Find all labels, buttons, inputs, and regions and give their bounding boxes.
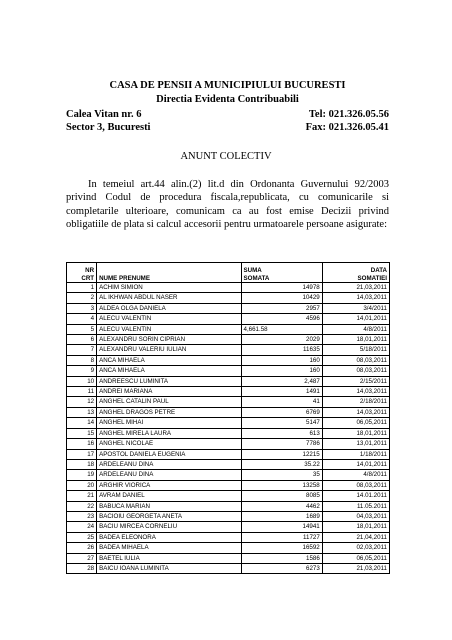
table-row <box>67 283 390 293</box>
row-name: ARDELEANU DINA <box>97 459 241 469</box>
table-row <box>67 522 390 532</box>
street-address: Calea Vitan nr. 6 <box>66 109 142 120</box>
header-somata-label: SOMATA <box>243 274 270 282</box>
row-amount: 8085 <box>241 491 322 501</box>
row-date: 4/8/2011 <box>322 470 389 480</box>
row-date: 18,01,2011 <box>322 335 389 345</box>
row-name: BACIOIU GEORGETA ANETA <box>97 511 241 521</box>
row-number: 12 <box>67 397 97 407</box>
row-date: 3/4/2011 <box>322 303 389 313</box>
header-amount <box>241 263 322 283</box>
table-body <box>67 283 390 574</box>
row-amount: 35.22 <box>241 459 322 469</box>
row-number: 17 <box>67 449 97 459</box>
row-amount: 10429 <box>241 293 322 303</box>
header-crt-label: CRT <box>81 274 95 282</box>
row-number: 19 <box>67 470 97 480</box>
row-amount: 2957 <box>241 303 322 313</box>
row-amount: 1586 <box>241 553 322 563</box>
table-header-row <box>67 263 390 283</box>
header-suma-label: SUMA <box>243 267 262 274</box>
row-name: ALDEA OLGA DANIELA <box>97 303 241 313</box>
table-row <box>67 366 390 376</box>
row-amount: 11635 <box>241 345 322 355</box>
row-amount: 13258 <box>241 480 322 490</box>
row-date: 14,01,2011 <box>322 314 389 324</box>
row-amount: 613 <box>241 428 322 438</box>
row-date: 5/18/2011 <box>322 345 389 355</box>
table-row <box>67 314 390 324</box>
row-date: 14.01.2011 <box>322 491 389 501</box>
row-name: BACIU MIRCEA CORNELIU <box>97 522 241 532</box>
row-number: 5 <box>67 324 97 334</box>
district-address: Sector 3, Bucuresti <box>66 122 151 133</box>
row-amount: 14941 <box>241 522 322 532</box>
row-number: 7 <box>67 345 97 355</box>
row-date: 18,01,2011 <box>322 522 389 532</box>
table-row <box>67 345 390 355</box>
row-amount: 14978 <box>241 283 322 293</box>
row-number: 9 <box>67 366 97 376</box>
row-name: ANGHEL DRAGOS PETRE <box>97 407 241 417</box>
row-date: 08,03,2011 <box>322 366 389 376</box>
row-number: 15 <box>67 428 97 438</box>
row-amount: 16592 <box>241 543 322 553</box>
phone-number: Tel: 021.326.05.56 <box>308 109 389 120</box>
row-name: ANGHEL MIHAI <box>97 418 241 428</box>
header-date <box>322 263 389 283</box>
row-name: ALEXANDRU SORIN CIPRIAN <box>97 335 241 345</box>
row-amount: 11727 <box>241 532 322 542</box>
row-amount: 6769 <box>241 407 322 417</box>
row-name: ANDREI MARIANA <box>97 387 241 397</box>
row-date: 1/18/2011 <box>322 449 389 459</box>
row-amount: 2029 <box>241 335 322 345</box>
row-date: 08,03,2011 <box>322 480 389 490</box>
row-number: 14 <box>67 418 97 428</box>
row-date: 14,03,2011 <box>322 407 389 417</box>
row-date: 18,01,2011 <box>322 428 389 438</box>
row-date: 13,01,2011 <box>322 439 389 449</box>
table-row <box>67 407 390 417</box>
row-number: 27 <box>67 553 97 563</box>
row-amount: 4,661.58 <box>241 324 322 334</box>
table-row <box>67 459 390 469</box>
row-name: ACHIM SIMION <box>97 283 241 293</box>
row-amount: 5147 <box>241 418 322 428</box>
row-amount: 1689 <box>241 511 322 521</box>
row-name: ANCA MIHAELA <box>97 366 241 376</box>
row-name: ANGHEL NICOLAE <box>97 439 241 449</box>
header-nr-crt <box>67 263 97 283</box>
row-date: 14,03,2011 <box>322 293 389 303</box>
row-name: BABUCA MARIAN <box>97 501 241 511</box>
table-row <box>67 397 390 407</box>
institution-title: CASA DE PENSII A MUNICIPIULUI BUCURESTI <box>109 80 346 91</box>
table-row <box>67 439 390 449</box>
row-date: 2/15/2011 <box>322 376 389 386</box>
row-number: 23 <box>67 511 97 521</box>
table-row <box>67 563 390 573</box>
row-date: 06,05,2011 <box>322 553 389 563</box>
table-row <box>67 491 390 501</box>
row-date: 2/18/2011 <box>322 397 389 407</box>
row-number: 22 <box>67 501 97 511</box>
table-row <box>67 303 390 313</box>
row-date: 14,01,2011 <box>322 459 389 469</box>
table-row <box>67 293 390 303</box>
table-row <box>67 355 390 365</box>
row-name: BAICU IOANA LUMINITA <box>97 563 241 573</box>
table-row <box>67 532 390 542</box>
row-amount: 12215 <box>241 449 322 459</box>
announcement-heading: ANUNT COLECTIV <box>180 151 272 162</box>
row-date: 4/8/2011 <box>322 324 389 334</box>
row-number: 10 <box>67 376 97 386</box>
row-amount: 7786 <box>241 439 322 449</box>
row-number: 4 <box>67 314 97 324</box>
debtors-table <box>66 262 390 574</box>
row-date: 04,03,2011 <box>322 511 389 521</box>
row-date: 08,03,2011 <box>322 355 389 365</box>
address-line-1 <box>66 109 389 120</box>
row-name: ALECU VALENTIN <box>97 324 241 334</box>
row-amount: 6273 <box>241 563 322 573</box>
row-name: ANCA MIHAELA <box>97 355 241 365</box>
row-number: 18 <box>67 459 97 469</box>
row-name: ANGHEL CATALIN PAUL <box>97 397 241 407</box>
row-name: ANDREESCU LUMINITA <box>97 376 241 386</box>
row-name: BAETEL IULIA <box>97 553 241 563</box>
table-row <box>67 470 390 480</box>
row-name: BADEA MIHAELA <box>97 543 241 553</box>
row-number: 11 <box>67 387 97 397</box>
row-number: 20 <box>67 480 97 490</box>
row-amount: 4462 <box>241 501 322 511</box>
row-date: 21,03,2011 <box>322 283 389 293</box>
row-number: 26 <box>67 543 97 553</box>
table-row <box>67 335 390 345</box>
intro-paragraph: In temeiul art.44 alin.(2) lit.d din Ordonanta Guvernului 92/2003 privind Codul de procedura fiscala,republicata, cu comunicarile si completarile ulterioare, comunicam ca au fost emise Decizii privind obligatiile de plata si calcul accesorii pentru urmatoarele persoane asigurate: <box>66 179 389 231</box>
row-name: ALECU VALENTIN <box>97 314 241 324</box>
row-number: 3 <box>67 303 97 313</box>
row-date: 02,03,2011 <box>322 543 389 553</box>
row-number: 21 <box>67 491 97 501</box>
table-row <box>67 428 390 438</box>
row-name: AL IKHWAN ABDUL NASER <box>97 293 241 303</box>
row-amount: 35 <box>241 470 322 480</box>
row-number: 8 <box>67 355 97 365</box>
header-nr-label: NR <box>85 267 95 274</box>
row-name: ARDELEANU DINA <box>97 470 241 480</box>
table-row <box>67 449 390 459</box>
fax-number: Fax: 021.326.05.41 <box>305 122 389 133</box>
row-amount: 160 <box>241 355 322 365</box>
table-row <box>67 501 390 511</box>
row-number: 28 <box>67 563 97 573</box>
header-data-label: DATA <box>370 267 387 274</box>
row-name: APOSTOL DANIELA EUGENIA <box>97 449 241 459</box>
row-number: 2 <box>67 293 97 303</box>
row-number: 25 <box>67 532 97 542</box>
table-row <box>67 376 390 386</box>
row-name: ALEXANDRU VALERIU IULIAN <box>97 345 241 355</box>
table-row <box>67 480 390 490</box>
row-amount: 160 <box>241 366 322 376</box>
row-number: 6 <box>67 335 97 345</box>
table-row <box>67 387 390 397</box>
row-number: 24 <box>67 522 97 532</box>
header-somatiei-label: SOMATIEI <box>357 274 387 282</box>
row-name: AVRAM DANIEL <box>97 491 241 501</box>
row-name: ANGHEL MIRELA LAURA <box>97 428 241 438</box>
row-name: ARGHIR VIORICA <box>97 480 241 490</box>
row-date: 11.05.2011 <box>322 501 389 511</box>
table-row <box>67 418 390 428</box>
row-number: 16 <box>67 439 97 449</box>
row-amount: 1491 <box>241 387 322 397</box>
department-subtitle: Directia Evidenta Contribuabili <box>156 94 299 105</box>
row-date: 14,03,2011 <box>322 387 389 397</box>
row-date: 21,04,2011 <box>322 532 389 542</box>
table-row <box>67 543 390 553</box>
table-row <box>67 511 390 521</box>
row-amount: 41 <box>241 397 322 407</box>
row-name: BADEA ELEONORA <box>97 532 241 542</box>
row-amount: 4596 <box>241 314 322 324</box>
table-row <box>67 324 390 334</box>
table-row <box>67 553 390 563</box>
row-number: 1 <box>67 283 97 293</box>
address-line-2 <box>66 122 389 133</box>
row-amount: 2,487 <box>241 376 322 386</box>
row-date: 06,05,2011 <box>322 418 389 428</box>
header-name: NUME PRENUME <box>97 263 241 283</box>
row-date: 21,03,2011 <box>322 563 389 573</box>
row-number: 13 <box>67 407 97 417</box>
